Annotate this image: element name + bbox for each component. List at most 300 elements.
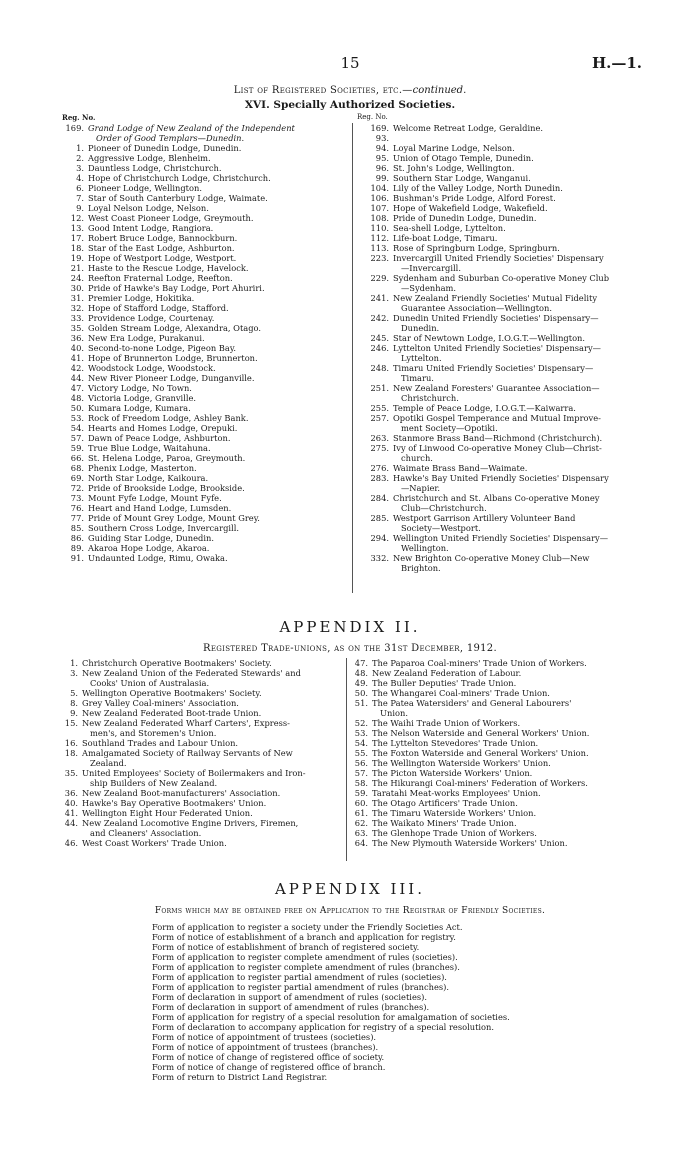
society-entry-number: 285. [370,513,389,523]
society-entry-text: Christchurch and St. Albans Co-operative Money [393,493,600,503]
society-entry-text: Golden Stream Lodge, Alexandra, Otago. [88,323,262,333]
society-entry-text: Star of the East Lodge, Ashburton. [88,243,235,253]
society-entry-number [355,303,389,313]
society-entry [355,203,645,213]
society-entry-text: Hope of Christchurch Lodge, Christchurch. [88,173,271,183]
form-item: Form of application to register partial amendment of rules (branches). [152,982,450,992]
trade-union-entry-text: The Nelson Waterside and General Workers' Union. [372,728,590,738]
society-entry-number: 77. [70,513,84,523]
society-entry [355,193,645,203]
society-entry-text: Providence Lodge, Courtenay. [88,313,215,323]
trade-union-entry-text: New Zealand Federated Boot-trade Union. [82,708,262,718]
trade-union-entry-text: Amalgamated Society of Railway Servants of New [82,748,293,758]
trade-union-entry-number: 50. [354,688,368,698]
society-entry-text: New Brighton Co-operative Money Club—New [393,553,590,563]
society-entry-number: 113. [370,243,389,253]
society-entry-number: 248. [370,363,389,373]
trade-union-entry-number: 62. [354,818,368,828]
forms-list [152,922,652,1082]
society-entry-text: Hope of Westport Lodge, Westport. [88,253,237,263]
society-entry-number: 99. [375,173,389,183]
society-entry-number [355,503,389,513]
society-entry-text: Bushman's Pride Lodge, Alford Forest. [393,193,556,203]
society-entry-number: 169. 93. [370,123,389,143]
trade-unions-right-column [348,658,638,848]
society-entry-text: New Zealand Friendly Societies' Mutual Fidelity [393,293,598,303]
society-entry [355,263,645,273]
society-entry-text: Undaunted Lodge, Rimu, Owaka. [88,553,228,563]
trade-union-entry-text: Zealand. [90,758,127,768]
society-entry-number: 73. [70,493,84,503]
form-item: Form of notice of appointment of trustees (societies). [152,1032,377,1042]
trade-union-entry-text: The Whangarei Coal-miners' Trade Union. [372,688,550,698]
society-entry-text: Loyal Marine Lodge, Nelson. [393,143,515,153]
trade-union-entry-text: Wellington Operative Bootmakers' Society. [82,688,262,698]
society-entry-text: Dunedin. [401,323,440,333]
society-entry-text: Welcome Retreat Lodge, Geraldine. [393,123,544,133]
society-entry [58,263,348,273]
society-entry-text: Mount Fyfe Lodge, Mount Fyfe. [88,493,222,503]
society-entry-number: 36. [70,333,84,343]
society-entry-number: 12. [70,213,84,223]
society-entry-text: Pride of Dunedin Lodge, Dunedin. [393,213,537,223]
part-title: List of Registered Societies, etc.— [233,85,413,96]
society-entry [355,173,645,183]
trade-union-entry-number: 40. [64,798,78,808]
society-entry-text: Dawn of Peace Lodge, Ashburton. [88,433,231,443]
section-title: XVI. Specially Authorized Societies. [244,99,456,111]
society-entry-text: Victoria Lodge, Granville. [88,393,197,403]
trade-union-entry-text: The Hikurangi Coal-miners' Federation of Workers. [372,778,588,788]
society-entry [355,123,645,143]
society-entry [58,533,348,543]
appendix-ii-subtitle: Registered Trade-unions, as on the 31st December, 1912. [203,643,497,654]
trade-union-entry-text: New Zealand Boot-manufacturers' Association. [82,788,281,798]
society-entry [355,413,645,423]
society-entry [355,443,645,453]
society-entry-number [355,483,389,493]
society-entry-text: Opotiki Gospel Temperance and Mutual Improve- [393,413,601,423]
society-entry [58,423,348,433]
society-entry-text: Haste to the Rescue Lodge, Havelock. [88,263,249,273]
society-entry-text: Reefton Fraternal Lodge, Reefton. [88,273,233,283]
society-entry-number: 4. [76,173,84,183]
society-entry-text: Kumara Lodge, Kumara. [88,403,191,413]
society-entry-text: Lyttelton United Friendly Societies' Dispensary— [393,343,601,353]
trade-union-entry-text: The Picton Waterside Workers' Union. [372,768,533,778]
trade-union-entry-number: 47. [354,658,368,668]
trade-union-entry [58,838,343,848]
society-entry-text: Lily of the Valley Lodge, North Dunedin. [393,183,563,193]
appendix-iii-subtitle: Forms which may be obtained free on Application to the Registrar of Friendly Societies. [154,906,546,916]
society-entry-text: Wellington. [401,543,449,553]
society-entry-number: 40. [70,343,84,353]
society-entry [355,313,645,323]
society-entry-number: 283. [370,473,389,483]
trade-union-entry [58,808,343,818]
society-entry-number [355,283,389,293]
trade-union-entry [348,728,638,738]
trade-union-entry [58,718,343,728]
society-entry [58,123,348,133]
societies-left-column [58,123,348,563]
society-entry-number: 19. [70,253,84,263]
society-entry-number: 242. [370,313,389,323]
society-entry-number: 66. [70,453,84,463]
society-entry-number: 72. [70,483,84,493]
society-entry [355,503,645,513]
society-entry [58,333,348,343]
trade-union-entry-number: 64. [354,838,368,848]
trade-union-entry-text: The Lyttelton Stevedores' Trade Union. [372,738,539,748]
society-entry-text: Guarantee Association—Wellington. [401,303,553,313]
society-entry [58,273,348,283]
society-entry-number: 24. [70,273,84,283]
trade-union-entry [348,708,638,718]
society-entry-text: Temple of Peace Lodge, I.O.G.T.—Kaiwarra. [393,403,576,413]
trade-union-entry-number: 36. [64,788,78,798]
society-entry-number: 241. [370,293,389,303]
trade-union-entry-number: 5. [70,688,78,698]
society-entry-text: Order of Good Templars—Dunedin. [96,133,245,143]
society-entry-text: Rose of Springburn Lodge, Springburn. [393,243,560,253]
trade-union-entry [348,678,638,688]
society-entry [58,313,348,323]
trade-union-entry-number: 58. [354,778,368,788]
society-entry-text: Stanmore Brass Band—Richmond (Christchurch). [393,433,603,443]
society-entry-text: Robert Bruce Lodge, Bannockburn. [88,233,238,243]
society-entry [58,473,348,483]
society-entry-number: 33. [70,313,84,323]
trade-union-entry-number: 9. [70,708,78,718]
form-item: Form of application for registry of a special resolution for amalgamation of societies. [152,1012,510,1022]
society-entry-number: 94. [375,143,389,153]
society-entry-number: 91. [70,553,84,563]
society-entry-number: 284. [370,493,389,503]
society-entry-number: 255. [370,403,389,413]
society-entry-text: Dauntless Lodge, Christchurch. [88,163,222,173]
society-entry-number: 30. [70,283,84,293]
society-entry-text: Hope of Stafford Lodge, Stafford. [88,303,229,313]
trade-union-entry-number: 63. [354,828,368,838]
society-entry [58,183,348,193]
trade-union-entry [58,678,343,688]
society-entry-text: Timaru United Friendly Societies' Dispensary— [393,363,594,373]
society-entry-number: 59. [70,443,84,453]
trade-union-entry [348,828,638,838]
society-entry-text: Southern Star Lodge, Wanganui. [393,173,531,183]
society-entry-number: 32. [70,303,84,313]
society-entry-text: Aggressive Lodge, Blenheim. [88,153,211,163]
trade-union-entry [58,708,343,718]
society-entry-text: Akaroa Hope Lodge, Akaroa. [88,543,210,553]
society-entry-text: Hearts and Homes Lodge, Orepuki. [88,423,238,433]
trade-union-entry [58,778,343,788]
society-entry [355,213,645,223]
page-number: 15 [340,54,360,72]
society-entry [355,523,645,533]
society-entry-text: Premier Lodge, Hokitika. [88,293,195,303]
society-entry-number: 68. [70,463,84,473]
society-entry [58,363,348,373]
society-entry-number: 245. [370,333,389,343]
society-entry-text: Pioneer Lodge, Wellington. [88,183,202,193]
society-entry-text: True Blue Lodge, Waitahuna. [88,443,211,453]
society-entry-number: 47. [70,383,84,393]
trade-union-entry [58,728,343,738]
society-entry-number [355,423,389,433]
trade-union-entry-text: Southland Trades and Labour Union. [82,738,239,748]
society-entry-text: New Era Lodge, Purakanui. [88,333,205,343]
society-entry-text: Timaru. [401,373,434,383]
trade-union-entry [348,698,638,708]
society-entry-number: 263. [370,433,389,443]
society-entry-text: Sydenham and Suburban Co-operative Money Club [393,273,610,283]
society-entry [355,423,645,433]
society-entry [355,553,645,563]
society-entry-text: North Star Lodge, Kaikoura. [88,473,209,483]
society-entry-number [355,453,389,463]
trade-union-entry-number: 59. [354,788,368,798]
society-entry [58,253,348,263]
society-entry [355,513,645,523]
society-entry-number: 275. [370,443,389,453]
trade-union-entry-text: The Wellington Waterside Workers' Union. [372,758,551,768]
society-entry-text: Second-to-none Lodge, Pigeon Bay. [88,343,237,353]
society-entry-number [355,323,389,333]
trade-union-entry [58,698,343,708]
society-entry-text: Good Intent Lodge, Rangiora. [88,223,214,233]
trade-union-entry [348,768,638,778]
trade-union-entry-text: The Paparoa Coal-miners' Trade Union of Workers. [372,658,587,668]
society-entry-text: Loyal Nelson Lodge, Nelson. [88,203,209,213]
trade-union-entry-text: West Coast Workers' Trade Union. [82,838,227,848]
form-item: Form of notice of change of registered office of society. [152,1052,385,1062]
part-title-line [0,85,700,96]
trade-union-entry [348,818,638,828]
society-entry-text: Lyttelton. [401,353,442,363]
trade-union-entry-text: men's, and Storemen's Union. [90,728,217,738]
trade-union-entry [348,718,638,728]
trade-union-entry [348,688,638,698]
trade-union-entry-text: The Waikato Miners' Trade Union. [372,818,517,828]
trade-union-entry-number: 46. [64,838,78,848]
trade-union-entry-number [58,828,78,838]
society-entry [355,493,645,503]
trade-union-entry-text: ship Builders of New Zealand. [90,778,218,788]
society-entry-text: Rock of Freedom Lodge, Ashley Bank. [88,413,249,423]
society-entry-number: 107. [370,203,389,213]
society-entry-text: church. [401,453,433,463]
trade-union-entry [348,748,638,758]
society-entry [58,283,348,293]
trade-union-entry-number: 52. [354,718,368,728]
society-entry-number: 57. [70,433,84,443]
trade-union-entry [58,738,343,748]
trade-union-entry-number: 16. [64,738,78,748]
trade-union-entry-number: 56. [354,758,368,768]
society-entry-number: 9. [76,203,84,213]
society-entry [58,193,348,203]
society-entry-text: Society—Westport. [401,523,481,533]
society-entry [355,543,645,553]
society-entry [58,133,348,143]
society-entry-text: Star of Newtown Lodge, I.O.G.T.—Wellington. [393,333,586,343]
society-entry [58,443,348,453]
society-entry [355,273,645,283]
society-entry [355,533,645,543]
trade-union-entry-number: 57. [354,768,368,778]
society-entry-number: 86. [70,533,84,543]
trade-union-entry-text: New Zealand Federation of Labour. [372,668,522,678]
society-entry-number: 3. [76,163,84,173]
society-entry-text: Dunedin United Friendly Societies' Dispensary— [393,313,599,323]
society-entry-number: 21. [70,263,84,273]
form-item: Form of application to register partial amendment of rules (societies). [152,972,447,982]
appendix-iii-title: APPENDIX III. [274,880,426,898]
society-entry-number: 85. [70,523,84,533]
form-item: Form of notice of establishment of a branch and application for registry. [152,932,456,942]
form-item: Form of declaration in support of amendment of rules (societies). [152,992,427,1002]
society-entry [355,403,645,413]
trade-union-entry-text: The Patea Watersiders' and General Labourers' [372,698,572,708]
society-entry [58,323,348,333]
society-entry-number [355,373,389,383]
society-entry-number: 104. [370,183,389,193]
society-entry-text: Hawke's Bay United Friendly Societies' Dispensary [393,473,609,483]
trade-union-entry-text: The Otago Artificers' Trade Union. [372,798,518,808]
society-entry-number: 31. [70,293,84,303]
society-entry [58,203,348,213]
society-entry-number: 35. [70,323,84,333]
trade-union-entry-number: 15. [64,718,78,728]
trade-union-entry [58,668,343,678]
society-entry-text: —Invercargill. [401,263,461,273]
society-entry [58,483,348,493]
trade-union-entry-number: 1. [70,658,78,668]
society-entry-number: 110. [370,223,389,233]
society-entry [355,383,645,393]
society-entry [58,503,348,513]
society-entry-text: Star of South Canterbury Lodge, Waimate. [88,193,268,203]
society-entry-number: 246. [370,343,389,353]
trade-union-entry-number: 53. [354,728,368,738]
society-entry-number: 169. [65,123,84,133]
society-entry [58,343,348,353]
trade-union-entry [58,788,343,798]
society-entry-text: Phenix Lodge, Masterton. [88,463,197,473]
society-entry-number: 1. [76,143,84,153]
trade-union-entry [348,658,638,668]
society-entry-number: 18. [70,243,84,253]
trade-union-entry-text: New Zealand Locomotive Engine Drivers, Firemen, [82,818,299,828]
society-entry-number [355,523,389,533]
trade-union-entry [58,658,343,668]
trade-union-entry [58,768,343,778]
society-entry-text: Ivy of Linwood Co-operative Money Club—Christ- [393,443,602,453]
trade-union-entry [348,778,638,788]
society-entry-number: 69. [70,473,84,483]
society-entry-number [355,393,389,403]
society-entry-number: 112. [370,233,389,243]
form-item: Form of declaration in support of amendment of rules (branches). [152,1002,430,1012]
society-entry [58,393,348,403]
society-entry-number: 41. [70,353,84,363]
trade-union-entry-number [58,728,78,738]
society-entry [355,333,645,343]
society-entry [58,223,348,233]
society-entry-number: 229. [370,273,389,283]
society-entry-text: Union of Otago Temple, Dunedin. [393,153,534,163]
trade-union-entry-number: 48. [354,668,368,678]
society-entry-text: —Napier. [401,483,441,493]
society-entry [355,243,645,253]
trade-union-entry-text: Christchurch Operative Bootmakers' Society. [82,658,272,668]
column-divider [352,123,353,593]
society-entry-text: Heart and Hand Lodge, Lumsden. [88,503,232,513]
trade-union-entry-text: Union. [380,708,408,718]
society-entry [58,353,348,363]
trade-union-entry [348,668,638,678]
society-entry-number: 17. [70,233,84,243]
society-entry [355,153,645,163]
reg-no-label-right: Reg. No. [357,113,388,121]
society-entry-number: 54. [70,423,84,433]
society-entry [58,463,348,473]
society-entry-number: 223. [370,253,389,263]
society-entry [355,323,645,333]
form-item: Form of declaration to accompany application for registry of a special resolution. [152,1022,495,1032]
society-entry-number: 96. [375,163,389,173]
society-entry [355,433,645,443]
trade-union-entry-text: Taratahi Meat-works Employees' Union. [372,788,541,798]
trade-union-entry-number: 18. [64,748,78,758]
society-entry [58,543,348,553]
society-entry [355,363,645,373]
trade-union-entry-number: 60. [354,798,368,808]
society-entry-text: ment Society—Opotiki. [401,423,498,433]
society-entry-number [355,543,389,553]
trade-union-entry-number [348,708,368,718]
trade-union-entry-number: 55. [354,748,368,758]
society-entry-text: St. Helena Lodge, Paroa, Greymouth. [88,453,246,463]
society-entry-number [58,133,84,143]
society-entry [355,453,645,463]
trade-union-entry-text: New Zealand Union of the Federated Stewards' and [82,668,301,678]
society-entry [58,303,348,313]
trade-unions-divider [346,658,347,861]
society-entry [355,233,645,243]
society-entry [58,243,348,253]
society-entry-text: Victory Lodge, No Town. [88,383,192,393]
society-entry [355,283,645,293]
trade-union-entry-text: The Waihi Trade Union of Workers. [372,718,521,728]
society-entry [58,383,348,393]
sheet-code: H.—1. [591,54,642,72]
society-entry [355,253,645,263]
trade-union-entry-number [58,778,78,788]
trade-union-entry-text: Wellington Eight Hour Federated Union. [82,808,253,818]
society-entry-text: Pioneer of Dunedin Lodge, Dunedin. [88,143,242,153]
trade-union-entry-text: The Buller Deputies' Trade Union. [372,678,517,688]
society-entry-text: Hope of Wakefield Lodge, Wakefield. [393,203,548,213]
society-entry-text: —Sydenham. [401,283,457,293]
society-entry-text: New River Pioneer Lodge, Dunganville. [88,373,255,383]
part-title-continued: continued. [412,85,467,96]
society-entry [58,553,348,563]
society-entry-number: 332. [370,553,389,563]
society-entry-number: 2. [76,153,84,163]
